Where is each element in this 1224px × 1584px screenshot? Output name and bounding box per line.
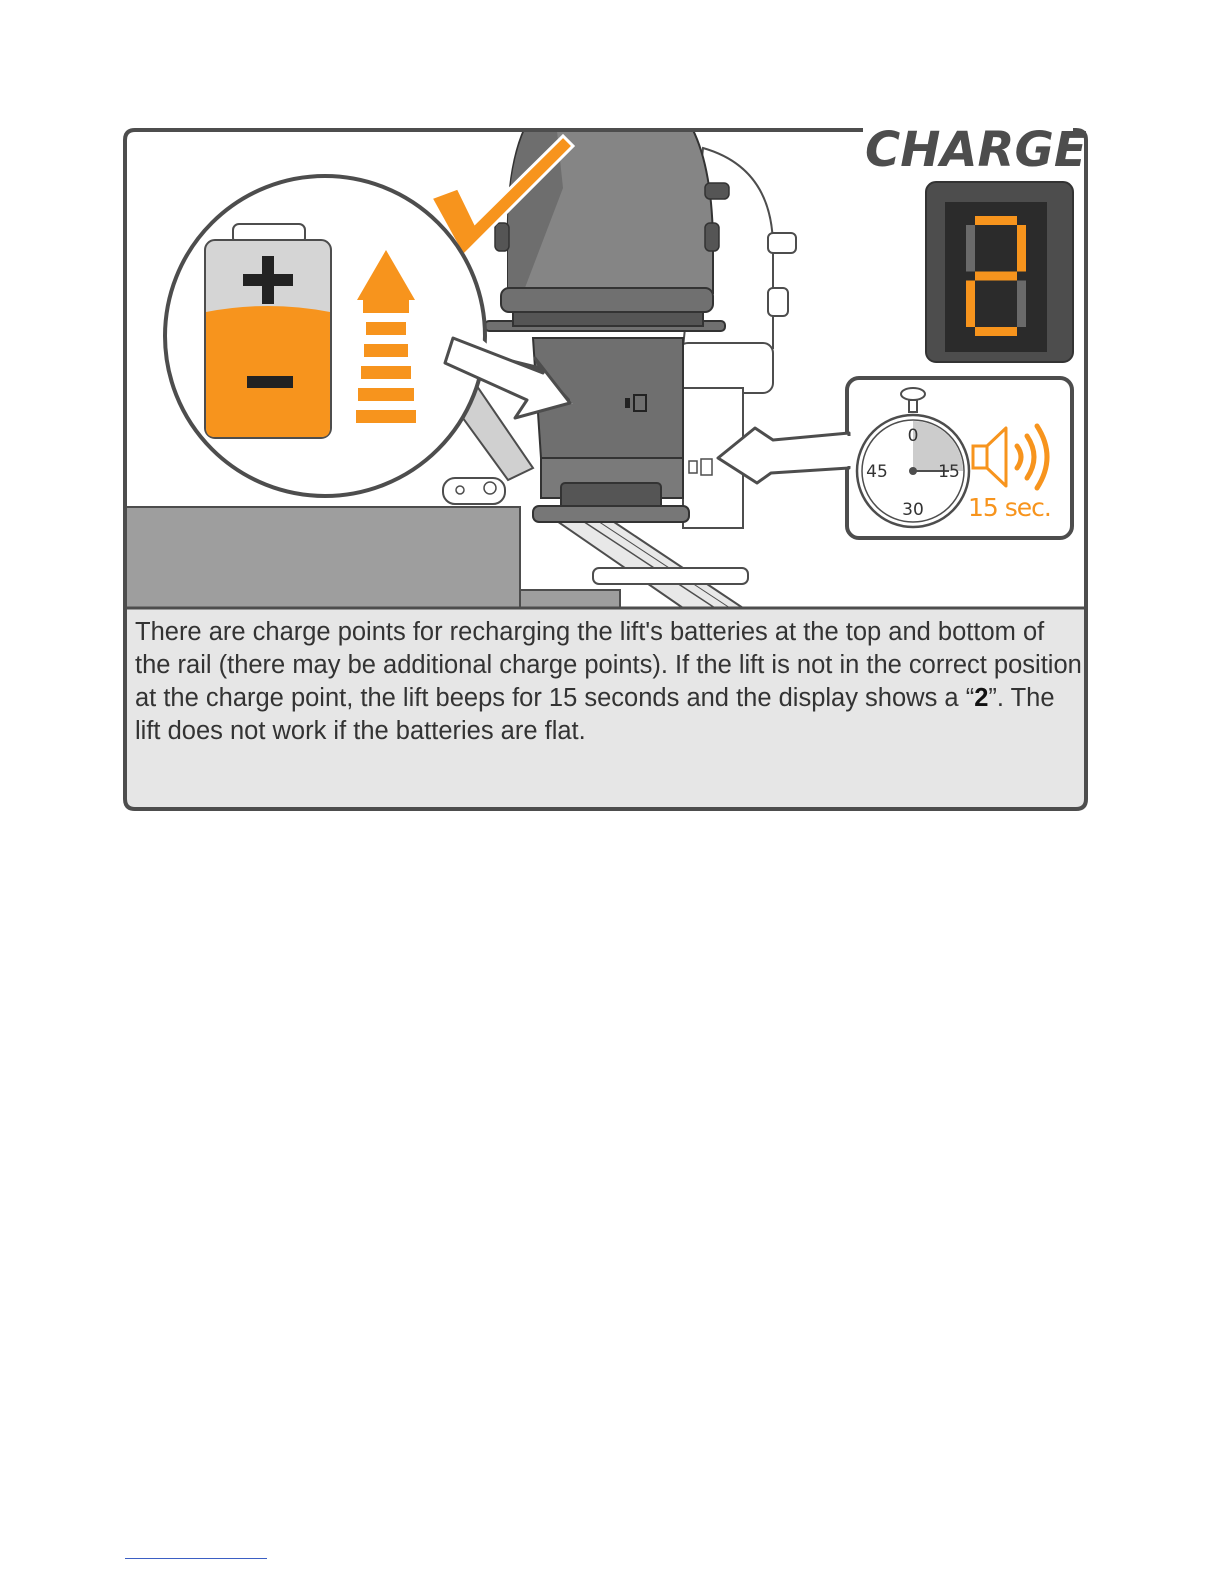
timer-label-15: 15 [938,462,960,482]
timer-label-30: 30 [902,500,924,520]
charge-caption [135,616,1085,748]
caption-text: There are charge points for recharging the lift's batteries at the top and bottom of the rail (there may be additional charge points). If the lift is not in the correct position at the charge point, the lift beeps for 15 seconds and the display shows a “ [135,618,1082,712]
segment-g [975,272,1017,281]
beep-duration-label: 15 sec. [968,493,1051,522]
timer-label-45: 45 [866,462,888,482]
segment-e [966,281,975,328]
timer-label-0: 0 [907,426,919,446]
caption-text-end: ”. The lift does not work if the batteries are flat. [135,684,1055,745]
caption-display-digit: 2 [974,684,989,712]
seven-segment-display [926,182,1073,362]
segment-f [966,225,975,272]
segment-d [975,327,1017,336]
segment-c [1017,281,1026,328]
battery-icon [205,224,331,438]
segment-a [975,216,1017,225]
segment-b [1017,225,1026,272]
footer-link-underline [125,1558,267,1559]
section-title: CHARGE [865,128,1087,178]
